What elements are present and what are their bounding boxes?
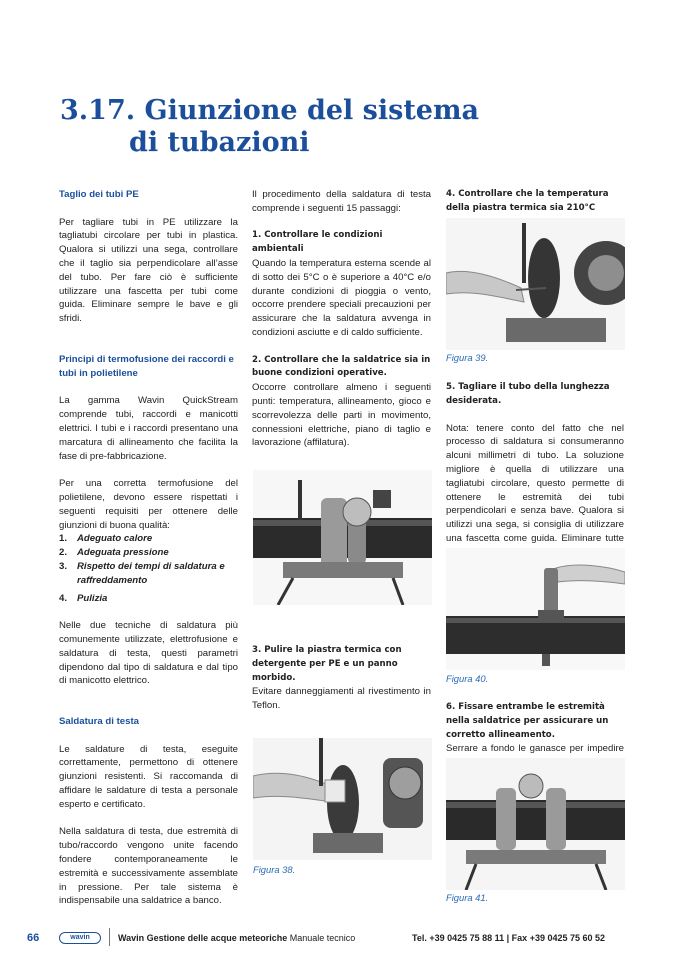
figure-41-photo (446, 758, 625, 890)
paragraph: Nelle due tecniche di saldatura più comunemente utilizzate, elettrofusione e saldatura di testa, questi parametri dipendono dal tipo di saldatura e dal tipo di manicotto elettrico. (59, 620, 238, 687)
requirements-list (59, 532, 238, 605)
wavin-logo: wavin (59, 932, 101, 944)
figure-41-caption: Figura 41. (446, 892, 489, 903)
paragraph: Serrare a fondo le ganasce per impedire (446, 743, 624, 755)
step-6-heading: 6. Fissare entrambe le estremità nella saldatrice per assicurare un corretto allineamento. (446, 702, 609, 740)
paragraph: Occorre controllare almeno i seguenti punti: temperatura, allineamento, gioco e scorrevolezza delle parti in movimento, connessioni elettriche, piano di taglio e lavorazione (affilatura). (252, 382, 431, 449)
footer-contacts: Tel. +39 0425 75 88 11 | Fax +39 0425 75 60 52 (412, 933, 606, 943)
step-5-heading: 5. Tagliare il tubo della lunghezza desiderata. (446, 382, 610, 406)
paragraph: Evitare danneggiamenti al rivestimento in Teflon. (252, 686, 431, 712)
figure-40-caption: Figura 40. (446, 673, 489, 684)
list-item: 4. Pulizia (59, 592, 108, 604)
footer-divider (109, 928, 110, 946)
page-title (60, 95, 479, 159)
step-1-heading: 1. Controllare le condizioni ambientali (252, 230, 383, 255)
heading-termofusione: Principi di termofusione dei raccordi e tubi in polietilene (59, 353, 234, 379)
footer-title: Wavin Gestione delle acque meteoriche Manuale tecnico (118, 933, 356, 943)
paragraph: Nella saldatura di testa, due estremità di tubo/raccordo vengono unite facendo fondere contemporaneamente le estremità e successivamente assemblate in pressione. Per tale sistema è indispensabile una saldatrice a banco. (59, 826, 238, 907)
title-line-2: di tubazioni (129, 127, 310, 158)
figure-38-photo (253, 738, 432, 860)
step-3-heading: 3. Pulire la piastra termica con detergente per PE e un panno morbido. (252, 645, 402, 683)
paragraph: Nota: tenere conto del fatto che nel processo di saldatura si consumeranno alcuni millimetri di tubo. La soluzione migliore è quella di utilizzare una tagliatubi circolare, questo permette di ottenere le estremità dei tubi perpendicolari e senza bave. Qualora si utilizzi una sega, si consiglia di utilizzare una fascetta come guida. Eliminare tutte (446, 422, 624, 544)
page-number: 66 (27, 932, 40, 944)
paragraph: Per una corretta termofusione del polietilene, devono essere rispettati i seguenti requisiti per ottenere delle giunzioni di buona qualità: (59, 478, 238, 531)
column-3 (446, 188, 624, 216)
figure-39-photo (446, 218, 625, 350)
heading-taglio: Taglio dei tubi PE (59, 189, 139, 200)
page-footer (0, 928, 677, 948)
column-1 (59, 188, 238, 922)
figure-40-photo (446, 548, 625, 670)
heading-saldatura-testa: Saldatura di testa (59, 716, 139, 728)
figure-38-caption: Figura 38. (253, 864, 296, 875)
paragraph: Il procedimento della saldatura di testa comprende i seguenti 15 passaggi: (252, 189, 431, 214)
paragraph: La gamma Wavin QuickStream comprende tubi, raccordi e manicotti elettrici. I tubi e i raccordi presentano una marcatura di allineamento che facilita la fase di pre-fabbricazione. (59, 395, 238, 462)
figure-39-caption: Figura 39. (446, 352, 489, 363)
list-item: 1. Adeguato calore (59, 533, 153, 545)
step-4-heading: 4. Controllare che la temperatura della piastra termica sia 210°C (446, 189, 609, 213)
title-line-1: 3.17. Giunzione del sistema (60, 95, 480, 126)
column-2 (252, 188, 431, 464)
step-2-heading: 2. Controllare che la saldatrice sia in buone condizioni operative. (252, 354, 431, 379)
paragraph: Per tagliare tubi in PE utilizzare la tagliatubi circolare per tubi in plastica. Qualora si utilizzi una sega, controllare che il taglio sia perpendicolare all’asse del tubo. Per fare ciò è sufficiente utilizzare una fascetta per tubi come guida. Eliminare sempre le bave e gli sfridi. (59, 216, 238, 325)
column-2-lower (252, 644, 431, 727)
paragraph: Quando la temperatura esterna scende al di sotto dei 5°C o è superiore a 40°C e/o durante condizioni di pioggia o vento, occorre prendere speciali precauzioni per assicurare che la saldatura avvenga in condizioni asciutte e di caldo sufficiente. (252, 257, 431, 338)
list-item: 3. Rispetto dei tempi di saldatura e raffreddamento (59, 560, 225, 586)
list-item: 2. Adeguata pressione (59, 547, 169, 559)
paragraph: Le saldature di testa, eseguite correttamente, permettono di ottenere giunzioni resistenti. Si raccomanda di affidare le saldature di testa a personale esperto e certificato. (59, 743, 238, 810)
figure-37-photo (253, 470, 432, 605)
